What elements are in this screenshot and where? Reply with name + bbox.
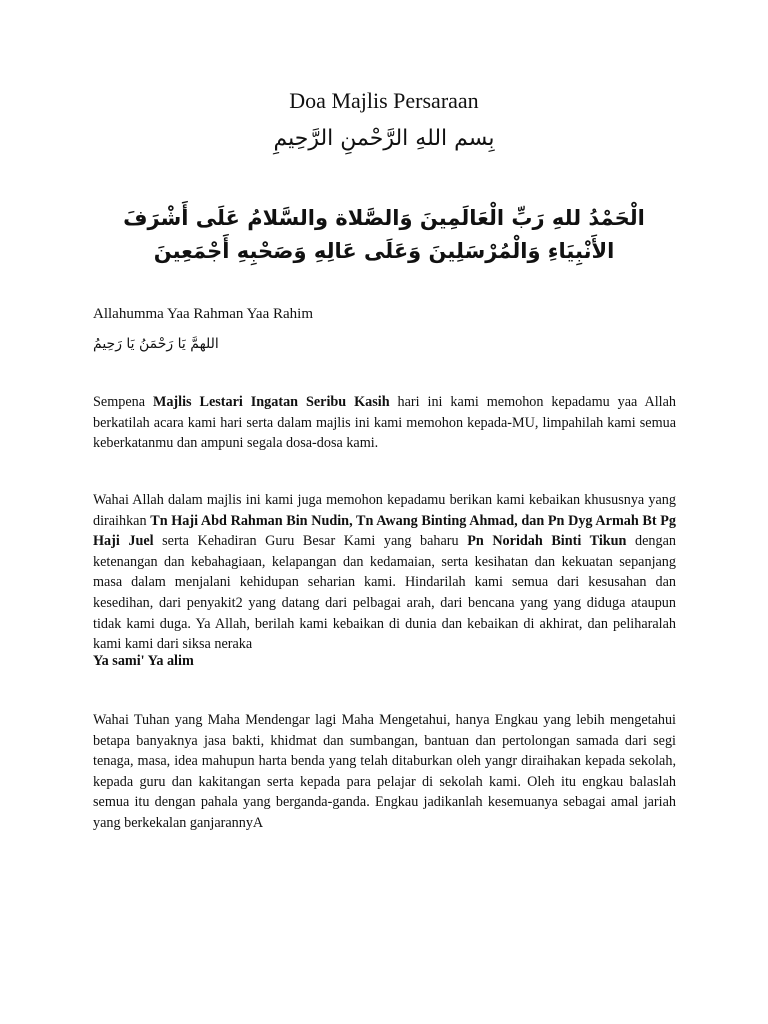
document-title: Doa Majlis Persaraan [289,88,479,113]
event-name: Majlis Lestari Ingatan Seribu Kasih [152,394,390,410]
invocation-arabic: اللهمَّ يَا رَحْمَنُ يَا رَحِيمُ [93,336,219,352]
paragraph-1-post: hari ini kami memohon kepadamu yaa Allah berkatilah acara kami hari serta dalam majlis ini kami memohon kepada-MU, limpahilah kami semua keberkatanmu dan ampuni segala dosa-dosa kami. [93,394,676,452]
retirees-names: Tn Haji Abd Rahman Bin Nudin, Tn Awang Binting Ahmad, dan Pn Dyg Armah Bt Pg Haji Juel [93,512,676,550]
paragraph-2-post: dengan ketenangan dan kebahagiaan, kelapangan dan kedamaian, serta kesihatan dan kekuatan sepanjang masa dalam menjalani kehidupan seharian kami. Hindarilah kami semua dari kesusahan dan kesedihan, dari penyakit2 yang datang dari pelbagai arah, dari bencana yang yang diduga ataupun tidak kami duga. Ya Allah, berilah kami kebaikan di dunia dan kebaikan di akhirat, dan peliharalah kami kami dari siksa neraka [93,533,676,653]
paragraph-2 [93,490,676,655]
paragraph-2-mid: serta Kehadiran Guru Besar Kami yang baharu [153,533,468,550]
bismillah-heading: بِسم اللهِ الرَّحْمنِ الرَّحِيمِ [273,126,495,151]
paragraph-1-pre: Sempena [93,394,153,410]
paragraph-3: Wahai Tuhan yang Maha Mendengar lagi Maha Mengetahui, hanya Engkau yang lebih mengetahui betapa banyaknya jasa bakti, khidmat dan sumbangan, bantuan dan pertolongan samada dari segi tenaga, masa, idea mahupun harta benda yang telah ditaburkan oleh yangr diraihakan kepada sekolah, kepada guru dan kakitangan serta kepada para pelajar di sekolah kami. Oleh itu engkau balaslah semua itu dengan pahala yang berganda-ganda. Engkau jadikanlah kesemuanya sebagai amal jariah yang berkekalan ganjarannyA [93,712,676,831]
paragraph-2-pre: Wahai Allah dalam majlis ini kami juga memohon kepadamu berikan kami kebaikan khususnya yang diraihkan [93,492,676,529]
ya-sami-heading: Ya sami' Ya alim [93,653,194,669]
paragraph-1 [93,392,676,454]
hamdalah-text: الْحَمْدُ للهِ رَبِّ الْعَالَمِينَ وَالصَّلاة والسَّلامُ عَلَى أَشْرَفَ الأَنْبِيَاءِ وَالْمُرْسَلِينَ وَعَلَى عَالِهِ وَصَحْبِهِ أَجْمَعِينَ [123,206,645,263]
invocation-latin: Allahumma Yaa Rahman Yaa Rahim [93,306,313,322]
new-headmaster-name: Pn Noridah Binti Tikun [467,533,627,550]
